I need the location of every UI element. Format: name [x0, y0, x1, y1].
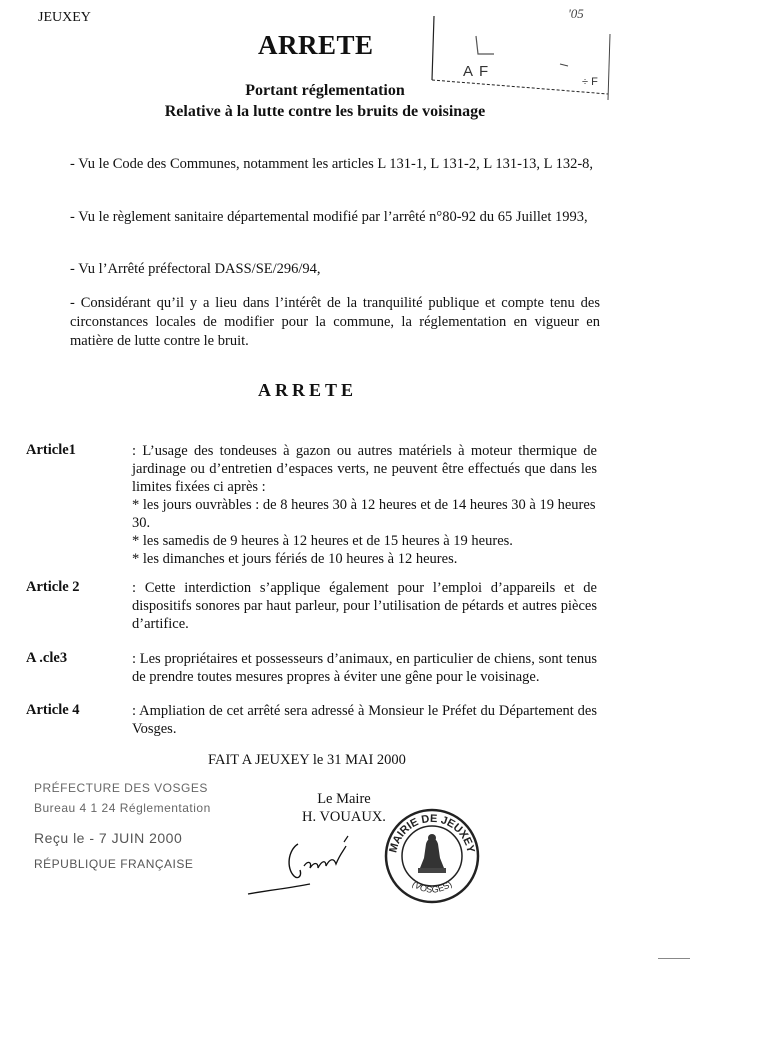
svg-text:(VOSGES): [410, 879, 453, 895]
mayor-name: H. VOUAUX.: [302, 809, 386, 825]
article-label: Article 2: [26, 579, 80, 595]
stamp-annotation-2: ÷ F: [582, 76, 598, 88]
article-body: [132, 650, 597, 686]
article-label: A .cle3: [26, 650, 68, 666]
stamp-received-date: Reçu le - 7 JUIN 2000: [34, 830, 183, 846]
article-line: * les jours ouvràbles : de 8 heures 30 à 12 heures et de 14 heures 30 à 19 heures 30.: [132, 497, 596, 531]
margin-mark: [658, 958, 690, 959]
subtitle-line: Relative à la lutte contre les bruits de voisinage: [164, 103, 486, 120]
stamp-annotation: AF: [463, 63, 495, 80]
subtitle-line: Portant réglementation: [245, 82, 405, 99]
page-mark: '05: [568, 6, 584, 21]
mayor-title: Le Maire: [317, 791, 371, 807]
article-line: : L’usage des tondeuses à gazon ou autres matériels à moteur thermique de jardinage ou d’entretien d’espaces verts, ne peuvent être effectués que dans les limites fixées ci après :: [132, 443, 597, 495]
article-line: : Les propriétaires et possesseurs d’animaux, en particulier de chiens, sont tenus de prendre toutes mesures propres à éviter une gêne pour le voisinage.: [132, 651, 597, 685]
preamble-paragraph: - Vu l’Arrêté préfectoral DASS/SE/296/94,: [70, 261, 321, 277]
mairie-seal-icon: [382, 806, 482, 906]
preamble-paragraph: - Vu le Code des Communes, notamment les articles L 131-1, L 131-2, L 131-13, L 132-8,: [70, 156, 594, 172]
document-subtitle: [135, 80, 515, 122]
stamp-line: PRÉFECTURE DES VOSGES: [34, 781, 208, 795]
stamp-line: RÉPUBLIQUE FRANÇAISE: [34, 857, 194, 871]
article-body: [132, 579, 597, 633]
seal-top-text: MAIRIE DE JEUXEY: [387, 812, 477, 854]
article-body: [132, 442, 597, 568]
signing-place-date: FAIT A JEUXEY le 31 MAI 2000: [208, 752, 406, 768]
decision-heading: ARRETE: [258, 380, 358, 400]
article-body: [132, 702, 597, 738]
mayor-signature: [240, 832, 360, 902]
article-label: Article1: [26, 442, 76, 458]
article-label: Article 4: [26, 702, 80, 718]
prefecture-reception-stamp: [34, 778, 211, 874]
seal-bottom-text: (VOSGES): [410, 878, 454, 895]
document-title: ARRETE: [258, 30, 374, 60]
preamble-paragraph: - Vu le règlement sanitaire départemental modifié par l’arrêté n°80-92 du 65 Juillet 1993,: [70, 209, 588, 225]
preamble-paragraph: - Considérant qu’il y a lieu dans l’intérêt de la tranquilité publique et compte tenu des circonstances locales de modifier pour la commune, la réglementation en vigueur en matière de lutte contre le bruit.: [70, 295, 600, 349]
mayor-block: [302, 790, 386, 826]
article-line: * les samedis de 9 heures à 12 heures et de 15 heures à 19 heures.: [132, 533, 513, 549]
commune-name: JEUXEY: [38, 10, 91, 25]
article-line: : Cette interdiction s’applique également pour l’emploi d’appareils et de dispositifs sonores par haut parleur, pour l’utilisation de pétards et autres pièces d’artifice.: [132, 580, 597, 632]
article-line: : Ampliation de cet arrêté sera adressé à Monsieur le Préfet du Département des Vosges.: [132, 703, 597, 737]
article-line: * les dimanches et jours fériés de 10 heures à 12 heures.: [132, 551, 458, 567]
stamp-line: Bureau 4 1 24 Réglementation: [34, 801, 211, 815]
